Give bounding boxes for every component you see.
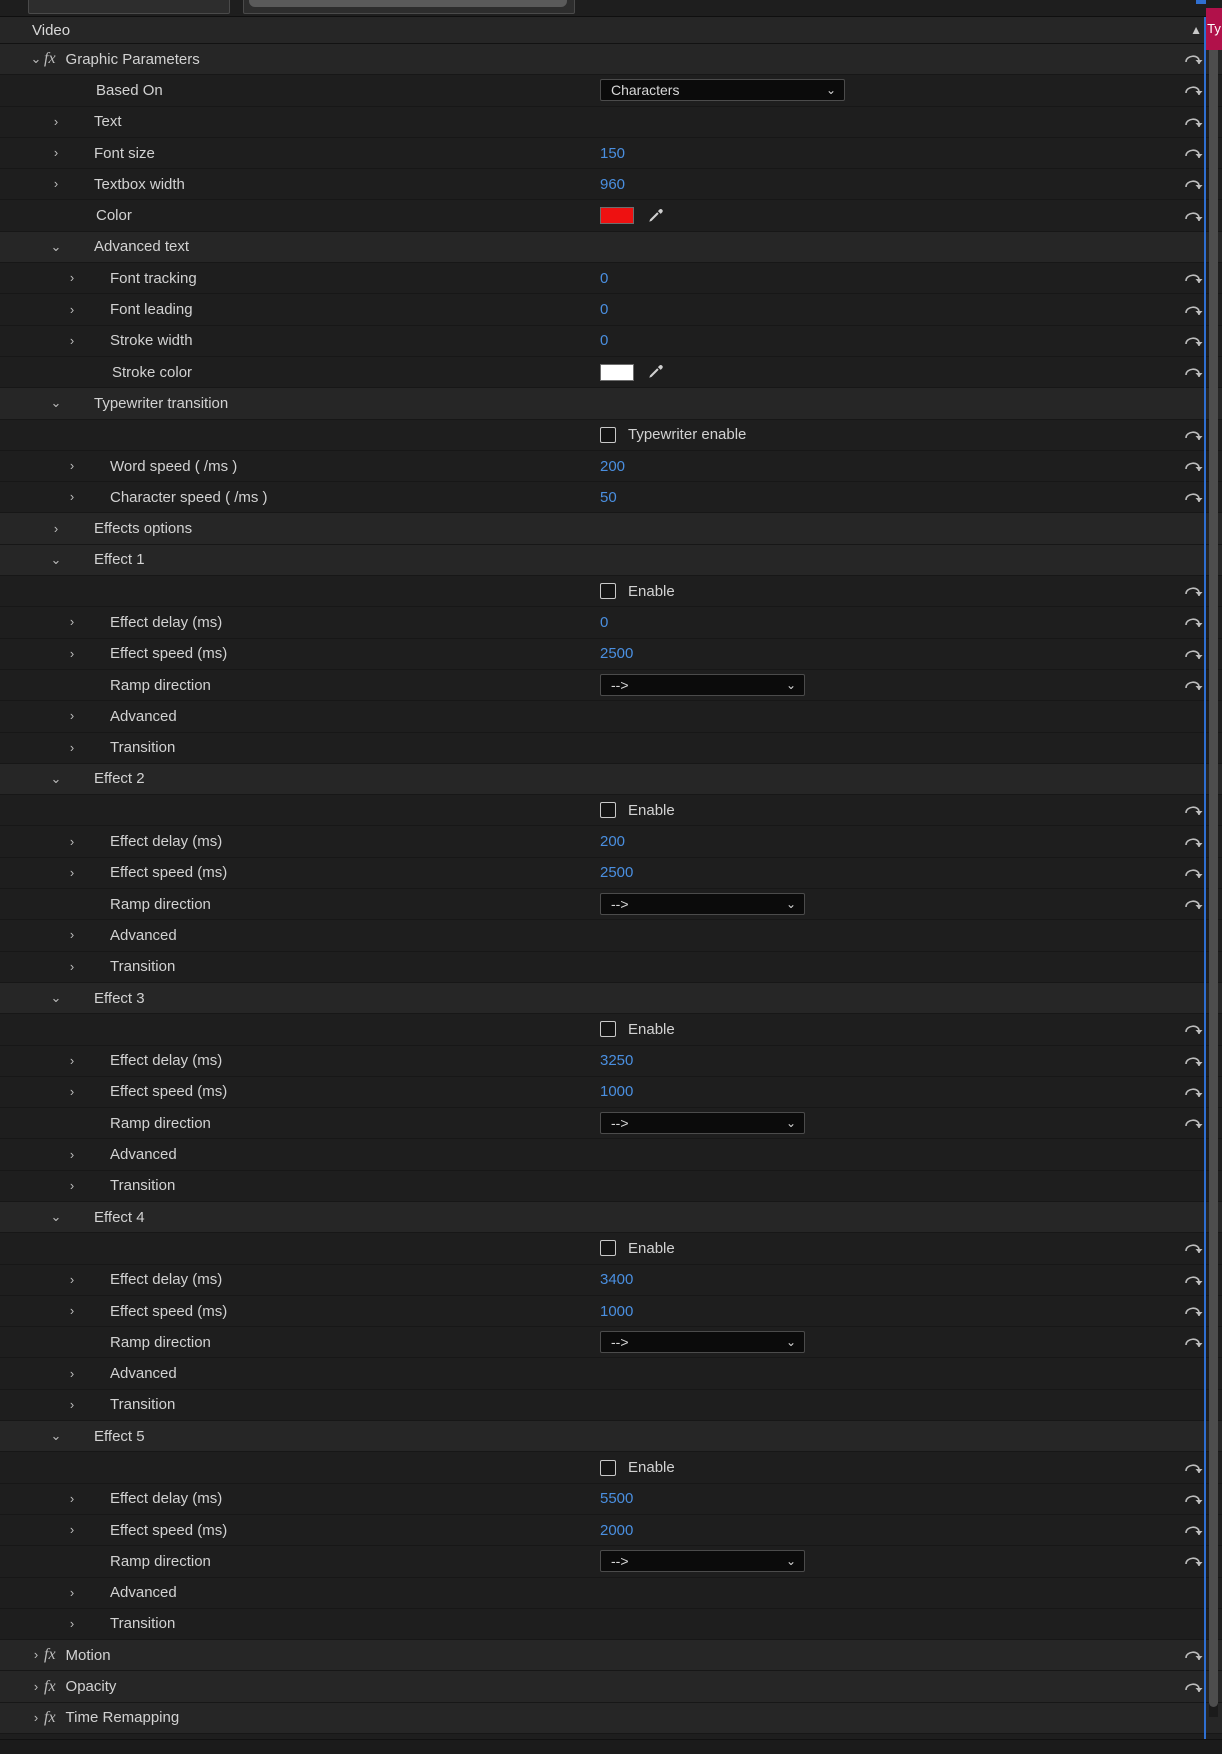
row-effect-5-transition[interactable] [0, 1609, 1222, 1640]
parameter-rows [0, 44, 1222, 1734]
twisty-open-icon[interactable]: ⌄ [50, 770, 62, 786]
value-effect-2-speed[interactable]: 2500 [600, 864, 634, 882]
twisty-closed-icon[interactable]: › [69, 1052, 75, 1068]
twisty-closed-icon[interactable]: › [69, 270, 75, 286]
twisty-closed-icon[interactable]: › [69, 1271, 75, 1287]
label-character-speed: Character speed ( /ms ) [110, 488, 268, 506]
reset-icon[interactable] [1182, 1333, 1204, 1351]
row-effect-3-speed[interactable] [0, 1077, 1222, 1108]
twisty-closed-icon[interactable]: › [69, 489, 75, 505]
reset-icon[interactable] [1182, 175, 1204, 193]
stroke-color-swatch[interactable] [600, 364, 634, 381]
row-effect-5-enable[interactable] [0, 1452, 1222, 1483]
row-font-leading[interactable] [0, 294, 1222, 325]
chevron-down-icon: ⌄ [785, 1554, 796, 1569]
label-typewriter-enable: Typewriter enable [628, 426, 747, 444]
label-enable: Enable [628, 801, 675, 819]
reset-icon[interactable] [1182, 144, 1204, 162]
value-effect-1-speed[interactable]: 2500 [600, 645, 634, 663]
reset-icon[interactable] [1182, 801, 1204, 819]
label-transition: Transition [110, 1396, 176, 1414]
label-enable: Enable [628, 582, 675, 600]
reset-icon[interactable] [1182, 269, 1204, 287]
row-effect-1-speed[interactable] [0, 639, 1222, 670]
row-font-tracking[interactable] [0, 263, 1222, 294]
twisty-open-icon[interactable]: ⌄ [50, 551, 62, 567]
label-transition: Transition [110, 1177, 176, 1195]
twisty-closed-icon[interactable]: › [69, 1303, 75, 1319]
effect-2-ramp-value: --> [611, 896, 629, 913]
reset-icon[interactable] [1182, 457, 1204, 475]
row-based-on[interactable] [0, 75, 1222, 106]
row-effect-5[interactable] [0, 1421, 1222, 1452]
reset-icon[interactable] [1182, 1552, 1204, 1570]
effect-1-ramp-select[interactable] [600, 674, 805, 696]
row-effect-2-enable[interactable] [0, 795, 1222, 826]
row-effect-5-delay[interactable] [0, 1484, 1222, 1515]
reset-icon[interactable] [1182, 833, 1204, 851]
value-effect-3-delay[interactable]: 3250 [600, 1052, 634, 1070]
reset-icon[interactable] [1182, 301, 1204, 319]
reset-icon[interactable] [1182, 1646, 1204, 1664]
value-effect-4-delay[interactable]: 3400 [600, 1271, 634, 1289]
label-advanced-text: Advanced text [94, 238, 190, 256]
label-effect-delay: Effect delay (ms) [110, 1052, 223, 1070]
twisty-closed-icon[interactable]: › [69, 1522, 75, 1538]
label-enable: Enable [628, 1459, 675, 1476]
row-effect-4[interactable] [0, 1202, 1222, 1233]
label-textbox-width: Textbox width [94, 175, 185, 193]
label-effect-delay: Effect delay (ms) [110, 613, 223, 631]
twisty-closed-icon[interactable]: › [69, 614, 75, 630]
reset-icon[interactable] [1182, 81, 1204, 99]
row-effect-2[interactable] [0, 764, 1222, 795]
reset-icon[interactable] [1182, 582, 1204, 600]
row-graphic-parameters[interactable] [0, 44, 1222, 75]
chevron-down-icon: ⌄ [785, 678, 796, 693]
row-effect-3-ramp[interactable] [0, 1108, 1222, 1139]
row-motion[interactable] [0, 1640, 1222, 1671]
reset-icon[interactable] [1182, 1020, 1204, 1038]
type-tool-tab[interactable]: Ty [1206, 8, 1222, 50]
effect-1-enable-checkbox[interactable] [600, 583, 616, 599]
label-effect-speed: Effect speed (ms) [110, 1521, 228, 1539]
reset-icon[interactable] [1182, 895, 1204, 913]
label-effect-1: Effect 1 [94, 551, 145, 569]
eyedropper-icon[interactable] [645, 362, 665, 382]
row-effect-4-transition[interactable] [0, 1390, 1222, 1421]
reset-icon[interactable] [1182, 1271, 1204, 1289]
effect-3-ramp-select[interactable] [600, 1112, 805, 1134]
reset-icon[interactable] [1182, 363, 1204, 381]
label-ramp-direction: Ramp direction [110, 895, 211, 913]
twisty-closed-icon[interactable]: › [69, 739, 75, 755]
based-on-value: Characters [611, 82, 680, 99]
row-effect-2-speed[interactable] [0, 858, 1222, 889]
row-word-speed[interactable] [0, 451, 1222, 482]
reset-icon[interactable] [1182, 50, 1204, 68]
twisty-closed-icon[interactable]: › [33, 1647, 39, 1663]
row-stroke-width[interactable] [0, 326, 1222, 357]
effect-5-ramp-select[interactable] [600, 1550, 805, 1572]
effect-2-ramp-select[interactable] [600, 893, 805, 915]
label-effect-delay: Effect delay (ms) [110, 1490, 223, 1508]
twisty-closed-icon[interactable]: › [69, 1177, 75, 1193]
label-effect-3: Effect 3 [94, 989, 145, 1007]
row-time-remapping[interactable] [0, 1703, 1222, 1734]
reset-icon[interactable] [1182, 613, 1204, 631]
twisty-open-icon[interactable]: ⌄ [50, 395, 62, 411]
twisty-closed-icon[interactable]: › [69, 927, 75, 943]
label-effect-speed: Effect speed (ms) [110, 1302, 228, 1320]
row-font-size[interactable] [0, 138, 1222, 169]
label-effect-2: Effect 2 [94, 770, 145, 788]
value-font-leading[interactable]: 0 [600, 301, 609, 319]
row-color[interactable] [0, 200, 1222, 231]
reset-icon[interactable] [1182, 1490, 1204, 1508]
fx-icon: fx [44, 50, 56, 68]
fx-icon: fx [44, 1677, 56, 1695]
row-effect-4-advanced[interactable] [0, 1358, 1222, 1389]
value-character-speed[interactable]: 50 [600, 488, 617, 506]
fx-icon: fx [44, 1646, 56, 1664]
row-effect-2-transition[interactable] [0, 952, 1222, 983]
effect-4-ramp-select[interactable] [600, 1331, 805, 1353]
reset-icon[interactable] [1182, 645, 1204, 663]
label-enable: Enable [628, 1020, 675, 1038]
row-effect-1-transition[interactable] [0, 733, 1222, 764]
twisty-open-icon[interactable]: ⌄ [50, 238, 62, 254]
value-effect-5-delay[interactable]: 5500 [600, 1490, 634, 1508]
reset-icon[interactable] [1182, 1052, 1204, 1070]
label-transition: Transition [110, 958, 176, 976]
value-font-size[interactable]: 150 [600, 144, 626, 162]
row-effect-1[interactable] [0, 545, 1222, 576]
reset-icon[interactable] [1182, 1239, 1204, 1257]
row-effect-3-enable[interactable] [0, 1014, 1222, 1045]
panel-title: Video [32, 21, 71, 39]
reset-icon[interactable] [1182, 1114, 1204, 1132]
effect-5-ramp-value: --> [611, 1553, 629, 1570]
row-effect-2-delay[interactable] [0, 826, 1222, 857]
bottom-status-bar [0, 1739, 1222, 1754]
twisty-closed-icon[interactable]: › [69, 1083, 75, 1099]
row-effect-2-ramp[interactable] [0, 889, 1222, 920]
row-effect-3-transition[interactable] [0, 1171, 1222, 1202]
row-effect-1-enable[interactable] [0, 576, 1222, 607]
twisty-open-icon[interactable]: ⌄ [30, 51, 42, 67]
reset-icon[interactable] [1182, 207, 1204, 225]
value-stroke-width[interactable]: 0 [600, 332, 609, 350]
row-typewriter-enable[interactable] [0, 420, 1222, 451]
vertical-scrollbar[interactable] [1209, 17, 1218, 1717]
twisty-closed-icon[interactable]: › [69, 1365, 75, 1381]
row-typewriter-transition[interactable] [0, 388, 1222, 419]
twisty-closed-icon[interactable]: › [69, 301, 75, 317]
label-ramp-direction: Ramp direction [110, 1114, 211, 1132]
row-effect-2-advanced[interactable] [0, 920, 1222, 951]
row-effect-5-advanced[interactable] [0, 1578, 1222, 1609]
value-effect-5-speed[interactable]: 2000 [600, 1521, 634, 1539]
section-label-opacity: Opacity [65, 1678, 117, 1696]
label-color: Color [96, 207, 132, 225]
twisty-closed-icon[interactable]: › [69, 958, 75, 974]
row-advanced-text[interactable] [0, 232, 1222, 263]
reset-icon[interactable] [1182, 488, 1204, 506]
chevron-down-icon: ⌄ [785, 1116, 796, 1131]
label-effect-5: Effect 5 [94, 1427, 145, 1445]
twisty-closed-icon[interactable]: › [53, 113, 59, 129]
label-transition: Transition [110, 739, 176, 757]
row-effect-3-delay[interactable] [0, 1046, 1222, 1077]
label-effect-delay: Effect delay (ms) [110, 833, 223, 851]
row-character-speed[interactable] [0, 482, 1222, 513]
effect-4-enable-checkbox[interactable] [600, 1240, 616, 1256]
chevron-down-icon: ⌄ [825, 83, 836, 98]
twisty-closed-icon[interactable]: › [53, 520, 59, 536]
value-textbox-width[interactable]: 960 [600, 175, 626, 193]
row-effect-1-delay[interactable] [0, 607, 1222, 638]
row-effect-3[interactable] [0, 983, 1222, 1014]
row-effect-4-speed[interactable] [0, 1296, 1222, 1327]
reset-icon[interactable] [1182, 1459, 1204, 1477]
twisty-closed-icon[interactable]: › [33, 1709, 39, 1725]
section-label-motion: Motion [65, 1646, 111, 1664]
reset-icon[interactable] [1182, 113, 1204, 131]
row-opacity[interactable] [0, 1671, 1222, 1702]
value-effect-3-speed[interactable]: 1000 [600, 1083, 634, 1101]
chevron-down-icon: ⌄ [785, 1335, 796, 1350]
label-ramp-direction: Ramp direction [110, 1552, 211, 1570]
effect-3-enable-checkbox[interactable] [600, 1021, 616, 1037]
effect-5-enable-checkbox[interactable] [600, 1460, 616, 1476]
collapse-icon[interactable]: ▲ [1190, 23, 1202, 37]
row-effect-1-ramp[interactable] [0, 670, 1222, 701]
label-effect-delay: Effect delay (ms) [110, 1271, 223, 1289]
value-font-tracking[interactable]: 0 [600, 269, 609, 287]
label-transition: Transition [110, 1615, 176, 1633]
value-effect-1-delay[interactable]: 0 [600, 613, 609, 631]
label-advanced: Advanced [110, 1584, 177, 1602]
twisty-closed-icon[interactable]: › [53, 145, 59, 161]
twisty-closed-icon[interactable]: › [69, 1396, 75, 1412]
row-effects-options[interactable] [0, 513, 1222, 544]
fx-icon: fx [44, 1708, 56, 1726]
twisty-closed-icon[interactable]: › [69, 332, 75, 348]
label-typewriter-transition: Typewriter transition [94, 394, 229, 412]
effect-2-enable-checkbox[interactable] [600, 802, 616, 818]
twisty-closed-icon[interactable]: › [33, 1678, 39, 1694]
value-effect-4-speed[interactable]: 1000 [600, 1302, 634, 1320]
label-stroke-color: Stroke color [112, 363, 193, 381]
label-effects-options: Effects options [94, 520, 193, 538]
label-ramp-direction: Ramp direction [110, 676, 211, 694]
label-text: Text [94, 113, 122, 131]
label-advanced: Advanced [110, 1146, 177, 1164]
label-effect-speed: Effect speed (ms) [110, 645, 228, 663]
twisty-open-icon[interactable]: ⌄ [50, 990, 62, 1006]
effect-4-ramp-value: --> [611, 1334, 629, 1351]
label-effect-4: Effect 4 [94, 1208, 145, 1226]
section-label-time-remapping: Time Remapping [65, 1709, 180, 1727]
label-ramp-direction: Ramp direction [110, 1333, 211, 1351]
vertical-scrollbar-thumb[interactable] [1209, 17, 1218, 1707]
value-effect-2-delay[interactable]: 200 [600, 833, 626, 851]
twisty-open-icon[interactable]: ⌄ [50, 1209, 62, 1225]
clip-name-field[interactable] [28, 0, 230, 14]
video-section-header[interactable] [0, 17, 1222, 44]
reset-icon[interactable] [1182, 1678, 1204, 1696]
twisty-closed-icon[interactable]: › [69, 1146, 75, 1162]
playhead-marker [1196, 0, 1206, 4]
based-on-select[interactable] [600, 79, 845, 101]
eyedropper-icon[interactable] [645, 206, 665, 226]
label-effect-speed: Effect speed (ms) [110, 864, 228, 882]
reset-icon[interactable] [1182, 676, 1204, 694]
label-advanced: Advanced [110, 1365, 177, 1383]
selection-edge [1204, 17, 1206, 1740]
label-effect-speed: Effect speed (ms) [110, 1083, 228, 1101]
effect-3-ramp-value: --> [611, 1115, 629, 1132]
label-stroke-width: Stroke width [110, 332, 193, 350]
row-text[interactable] [0, 107, 1222, 138]
row-effect-5-ramp[interactable] [0, 1546, 1222, 1577]
color-swatch[interactable] [600, 207, 634, 224]
reset-icon[interactable] [1182, 864, 1204, 882]
twisty-closed-icon[interactable]: › [69, 1490, 75, 1506]
row-effect-1-advanced[interactable] [0, 701, 1222, 732]
value-word-speed[interactable]: 200 [600, 457, 626, 475]
label-font-leading: Font leading [110, 301, 193, 319]
twisty-closed-icon[interactable]: › [69, 864, 75, 880]
label-enable: Enable [628, 1239, 675, 1257]
section-label-graphic-parameters: Graphic Parameters [65, 50, 200, 68]
typewriter-enable-checkbox[interactable] [600, 427, 616, 443]
label-word-speed: Word speed ( /ms ) [110, 457, 238, 475]
reset-icon[interactable] [1182, 1521, 1204, 1539]
row-effect-4-delay[interactable] [0, 1265, 1222, 1296]
twisty-closed-icon[interactable]: › [69, 458, 75, 473]
row-textbox-width[interactable] [0, 169, 1222, 200]
effect-1-ramp-value: --> [611, 677, 629, 694]
twisty-closed-icon[interactable]: › [69, 1584, 75, 1600]
twisty-closed-icon[interactable]: › [69, 708, 75, 724]
label-advanced: Advanced [110, 707, 177, 725]
twisty-closed-icon[interactable]: › [69, 833, 75, 849]
reset-icon[interactable] [1182, 332, 1204, 350]
horizontal-scrollbar-thumb[interactable] [249, 0, 567, 7]
label-font-tracking: Font tracking [110, 269, 197, 287]
reset-icon[interactable] [1182, 1302, 1204, 1320]
top-toolbar-strip [0, 0, 1222, 17]
twisty-open-icon[interactable]: ⌄ [50, 1428, 62, 1444]
twisty-closed-icon[interactable]: › [69, 1615, 75, 1631]
chevron-down-icon: ⌄ [785, 897, 796, 912]
twisty-closed-icon[interactable]: › [53, 176, 59, 192]
label-advanced: Advanced [110, 926, 177, 944]
label-based-on: Based On [96, 81, 163, 99]
reset-icon[interactable] [1182, 1083, 1204, 1101]
row-effect-5-speed[interactable] [0, 1515, 1222, 1546]
row-effect-4-enable[interactable] [0, 1233, 1222, 1264]
label-font-size: Font size [94, 144, 155, 162]
row-effect-3-advanced[interactable] [0, 1139, 1222, 1170]
row-stroke-color[interactable] [0, 357, 1222, 388]
twisty-closed-icon[interactable]: › [69, 645, 75, 661]
row-effect-4-ramp[interactable] [0, 1327, 1222, 1358]
reset-icon[interactable] [1182, 426, 1204, 444]
